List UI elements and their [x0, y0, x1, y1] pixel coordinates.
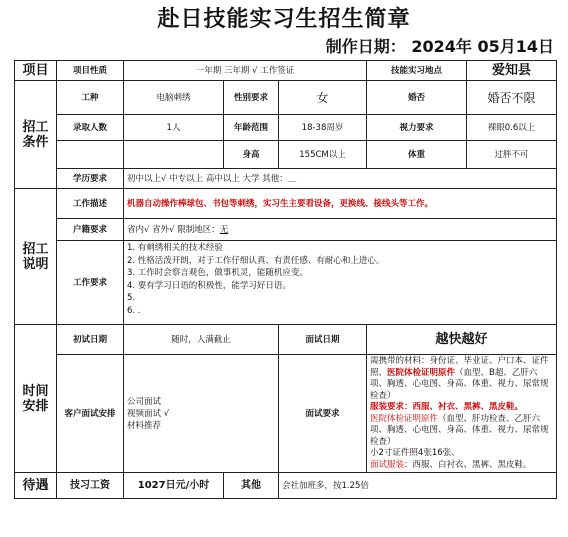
interview-req-text [367, 355, 557, 473]
job-label: 工种 [57, 81, 124, 115]
count-label: 录取人数 [57, 115, 124, 141]
age-value: 18-38周岁 [279, 115, 367, 141]
age-label: 年龄范围 [224, 115, 279, 141]
hukou-label: 户籍要求 [57, 219, 124, 241]
page-title: 赴日技能实习生招生简章 [157, 7, 411, 32]
work-req-item: 4. 要有学习日语的积极性，能学习好日语。 [127, 280, 291, 291]
work-req-item: 1. 有刺绣相关的技术经验 [127, 243, 223, 253]
marriage-value: 婚否不限 [467, 81, 557, 115]
vision-value: 裸眼0.6以上 [467, 115, 557, 141]
interview-req-line: （血型、B超、乙肝六项、胸透、心电图、身高、体重、视力、尿常规检查） [370, 367, 549, 401]
interview-req-line: ：西服、白衬衣、黑裤、黑皮鞋。 [404, 459, 532, 470]
gender-label: 性别要求 [224, 81, 279, 115]
table-row [15, 115, 557, 141]
recruitment-table [14, 60, 557, 499]
client-interview-label: 客户面试安排 [57, 355, 124, 473]
marriage-label: 婚否 [367, 81, 467, 115]
table-row [15, 219, 557, 241]
section-schedule: 时间安排 [15, 325, 57, 473]
interview-req-label: 面试要求 [279, 355, 367, 473]
section-project: 项目 [15, 61, 57, 81]
work-req-label: 工作要求 [57, 241, 124, 325]
hukou-limit: 无 [219, 224, 229, 235]
work-req-item: 6. . [127, 305, 141, 316]
location-value: 爱知县 [467, 61, 557, 81]
client-option: 材料推荐 [127, 420, 162, 431]
height-label: 身高 [224, 141, 279, 169]
table-row [15, 325, 557, 355]
interview-req-line: 服装要求：西服、衬衣、黑裤、黑皮鞋。 [370, 402, 524, 412]
work-req-item: 2. 性格活泼开朗，对于工作仔细认真、有责任感、有耐心和上进心。 [127, 255, 385, 266]
client-option: 视频面试 √ [127, 408, 170, 419]
table-row [15, 241, 557, 325]
table-row [15, 61, 557, 81]
table-row [15, 81, 557, 115]
education-value: 初中以上√ 中专以上 高中以上 大学 其他：＿ [124, 169, 557, 189]
interview-date-label: 初试日期 [57, 325, 124, 355]
other-label: 其他 [224, 473, 279, 499]
interview-req-line: （血型、肝功检查、乙肝六项、胸透、心电图、身高、体重、视力、尿常规检查） [370, 413, 549, 447]
count-value: 1人 [124, 115, 224, 141]
table-row [15, 189, 557, 219]
table-row [15, 355, 557, 473]
interview-date-value: 随时，人满截止 [124, 325, 279, 355]
client-option: 公司面试 [127, 396, 162, 407]
client-interview-options [124, 355, 279, 473]
location-label: 技能实习地点 [367, 61, 467, 81]
interview-req-line: 医院体检证明原件 [387, 367, 456, 378]
other-value: 会社加班多，按1.25倍 [279, 473, 557, 499]
wage-value: 1027日元/小时 [124, 473, 224, 499]
final-date-label: 面试日期 [279, 325, 367, 355]
hukou-value [124, 219, 557, 241]
project-nature-value: 一年期 三年期 √ 工作签证 [124, 61, 367, 81]
interview-req-line: 需携带的材料：身份证、毕业证、户口本、证件照、 [370, 356, 549, 378]
interview-req-line: 小2寸证件照4张16张、 [370, 448, 460, 458]
creation-date: 制作日期： 2024年 05月14日 [325, 37, 554, 56]
interview-req-line: 面试服装 [370, 459, 405, 470]
section-treatment: 待遇 [15, 473, 57, 499]
work-req-list [124, 241, 557, 325]
job-value: 电脑刺绣 [124, 81, 224, 115]
project-nature-label: 项目性质 [57, 61, 124, 81]
job-desc-value: 机器自动操作棒球包、书包等刺绣，实习生主要看设备，更换线、接线头等工作。 [124, 189, 557, 219]
interview-req-line: 医院体检证明原件 [370, 413, 439, 424]
table-row [15, 141, 557, 169]
work-req-item: 5. [127, 293, 136, 303]
weight-value: 过胖不可 [467, 141, 557, 169]
work-req-item: 3. 工作时会察言观色，做事机灵，能随机应变。 [127, 268, 308, 278]
vision-label: 视力要求 [367, 115, 467, 141]
height-value: 155CM以上 [279, 141, 367, 169]
section-recruit-conditions: 招工条件 [15, 81, 57, 189]
final-date-value: 越快越好 [367, 325, 557, 355]
table-row [15, 473, 557, 499]
empty-cell [57, 141, 124, 169]
gender-value: 女 [279, 81, 367, 115]
wage-label: 技习工资 [57, 473, 124, 499]
empty-cell [124, 141, 224, 169]
education-label: 学历要求 [57, 169, 124, 189]
hukou-text: 省内√ 省外√ 限制地区： [127, 224, 220, 235]
job-desc-label: 工作描述 [57, 189, 124, 219]
table-row [15, 169, 557, 189]
section-recruit-explain: 招工说明 [15, 189, 57, 325]
weight-label: 体重 [367, 141, 467, 169]
